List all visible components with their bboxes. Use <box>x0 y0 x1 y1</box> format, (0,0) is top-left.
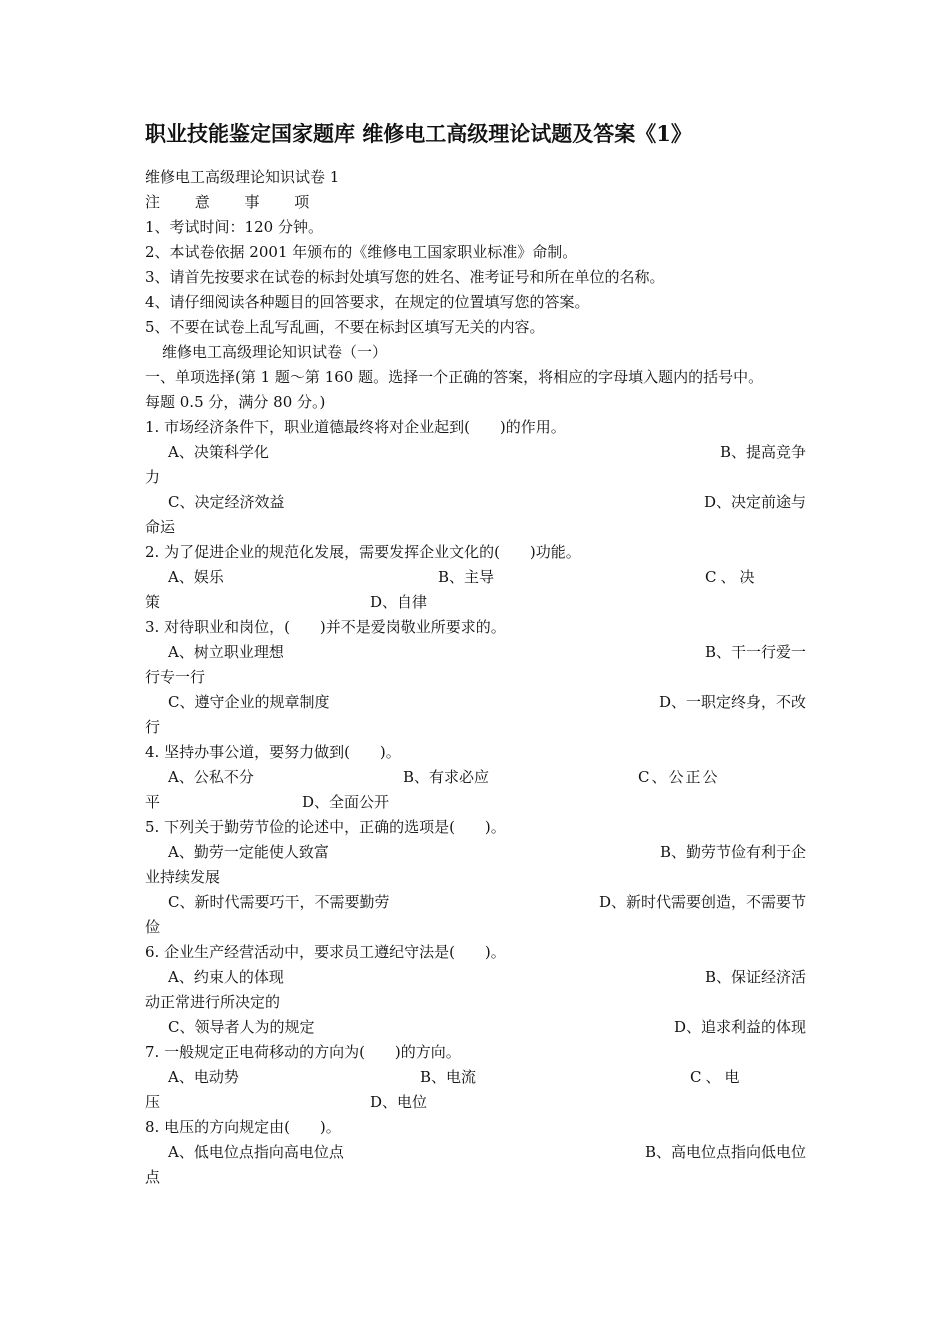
option-a: A、公私不分 <box>168 768 254 786</box>
option-b: B、有求必应 <box>403 768 490 786</box>
exam-subtitle: 维修电工高级理论知识试卷 1 <box>145 168 340 186</box>
option-b-continuation: 业持续发展 <box>145 868 221 886</box>
notice-item: 1、考试时间：120 分钟。 <box>145 218 323 236</box>
option-d: D、全面公开 <box>302 793 390 811</box>
option-c: C、公正公 <box>638 768 720 786</box>
notice-header: 注 意 事 项 <box>145 193 310 211</box>
option-d: D、新时代需要创造，不需要节 <box>598 893 806 911</box>
document-title: 职业技能鉴定国家题库 维修电工高级理论试题及答案《1》 <box>145 121 692 146</box>
option-b: B、电流 <box>420 1068 477 1086</box>
notice-item: 3、请首先按要求在试卷的标封处填写您的姓名、准考证号和所在单位的名称。 <box>145 268 665 286</box>
option-c: C、决 <box>705 568 759 586</box>
option-c-continuation: 策 <box>145 593 161 611</box>
option-b-continuation: 力 <box>145 468 161 486</box>
option-a: A、电动势 <box>168 1068 239 1086</box>
section-instruction: 每题 0.5 分，满分 80 分。) <box>145 393 326 411</box>
option-b: B、提高竞争 <box>719 443 806 461</box>
option-d: D、自律 <box>370 593 428 611</box>
option-c: C、遵守企业的规章制度 <box>168 693 330 711</box>
question-stem: 7. 一般规定正电荷移动的方向为( )的方向。 <box>145 1043 461 1061</box>
option-d-continuation: 命运 <box>145 518 176 536</box>
notice-item: 2、本试卷依据 2001 年颁布的《维修电工国家职业标准》命制。 <box>145 243 578 261</box>
option-d: D、一职定终身，不改 <box>658 693 806 711</box>
option-a: A、决策科学化 <box>168 443 269 461</box>
notice-item: 4、请仔细阅读各种题目的回答要求，在规定的位置填写您的答案。 <box>145 293 590 311</box>
section-instruction: 一、单项选择(第 1 题～第 160 题。选择一个正确的答案，将相应的字母填入题内的括号中。 <box>145 368 764 386</box>
option-b: B、高电位点指向低电位 <box>644 1143 806 1161</box>
option-c: C、领导者人为的规定 <box>168 1018 315 1036</box>
paper-title: 维修电工高级理论知识试卷（一） <box>162 343 388 361</box>
option-d: D、追求利益的体现 <box>673 1018 806 1036</box>
option-a: A、勤劳一定能使人致富 <box>168 843 329 861</box>
option-c: C、决定经济效益 <box>168 493 285 511</box>
option-c-continuation: 压 <box>145 1093 161 1111</box>
option-c: C、电 <box>690 1068 744 1086</box>
question-stem: 3. 对待职业和岗位，( )并不是爱岗敬业所要求的。 <box>145 618 506 636</box>
option-a: A、约束人的体现 <box>168 968 284 986</box>
question-stem: 1. 市场经济条件下，职业道德最终将对企业起到( )的作用。 <box>145 418 566 436</box>
question-stem: 2. 为了促进企业的规范化发展，需要发挥企业文化的( )功能。 <box>145 543 581 561</box>
option-b: B、保证经济活 <box>704 968 806 986</box>
question-stem: 6. 企业生产经营活动中，要求员工遵纪守法是( )。 <box>145 943 506 961</box>
question-stem: 8. 电压的方向规定由( )。 <box>145 1118 341 1136</box>
option-b-continuation: 行专一行 <box>145 668 206 686</box>
option-d-continuation: 行 <box>145 718 161 736</box>
option-b: B、干一行爱一 <box>704 643 806 661</box>
option-c-continuation: 平 <box>145 793 161 811</box>
option-d-continuation: 俭 <box>145 918 161 936</box>
notice-item: 5、不要在试卷上乱写乱画，不要在标封区填写无关的内容。 <box>145 318 545 336</box>
option-a: A、树立职业理想 <box>168 643 284 661</box>
option-a: A、低电位点指向高电位点 <box>168 1143 344 1161</box>
option-b: B、主导 <box>438 568 495 586</box>
option-d: D、电位 <box>370 1093 428 1111</box>
question-stem: 5. 下列关于勤劳节俭的论述中，正确的选项是( )。 <box>145 818 506 836</box>
option-b: B、勤劳节俭有利于企 <box>659 843 806 861</box>
option-c: C、新时代需要巧干，不需要勤劳 <box>168 893 390 911</box>
option-a: A、娱乐 <box>168 568 224 586</box>
option-b-continuation: 点 <box>145 1168 161 1186</box>
option-d: D、决定前途与 <box>703 493 806 511</box>
option-b-continuation: 动正常进行所决定的 <box>145 993 281 1011</box>
question-stem: 4. 坚持办事公道，要努力做到( )。 <box>145 743 401 761</box>
